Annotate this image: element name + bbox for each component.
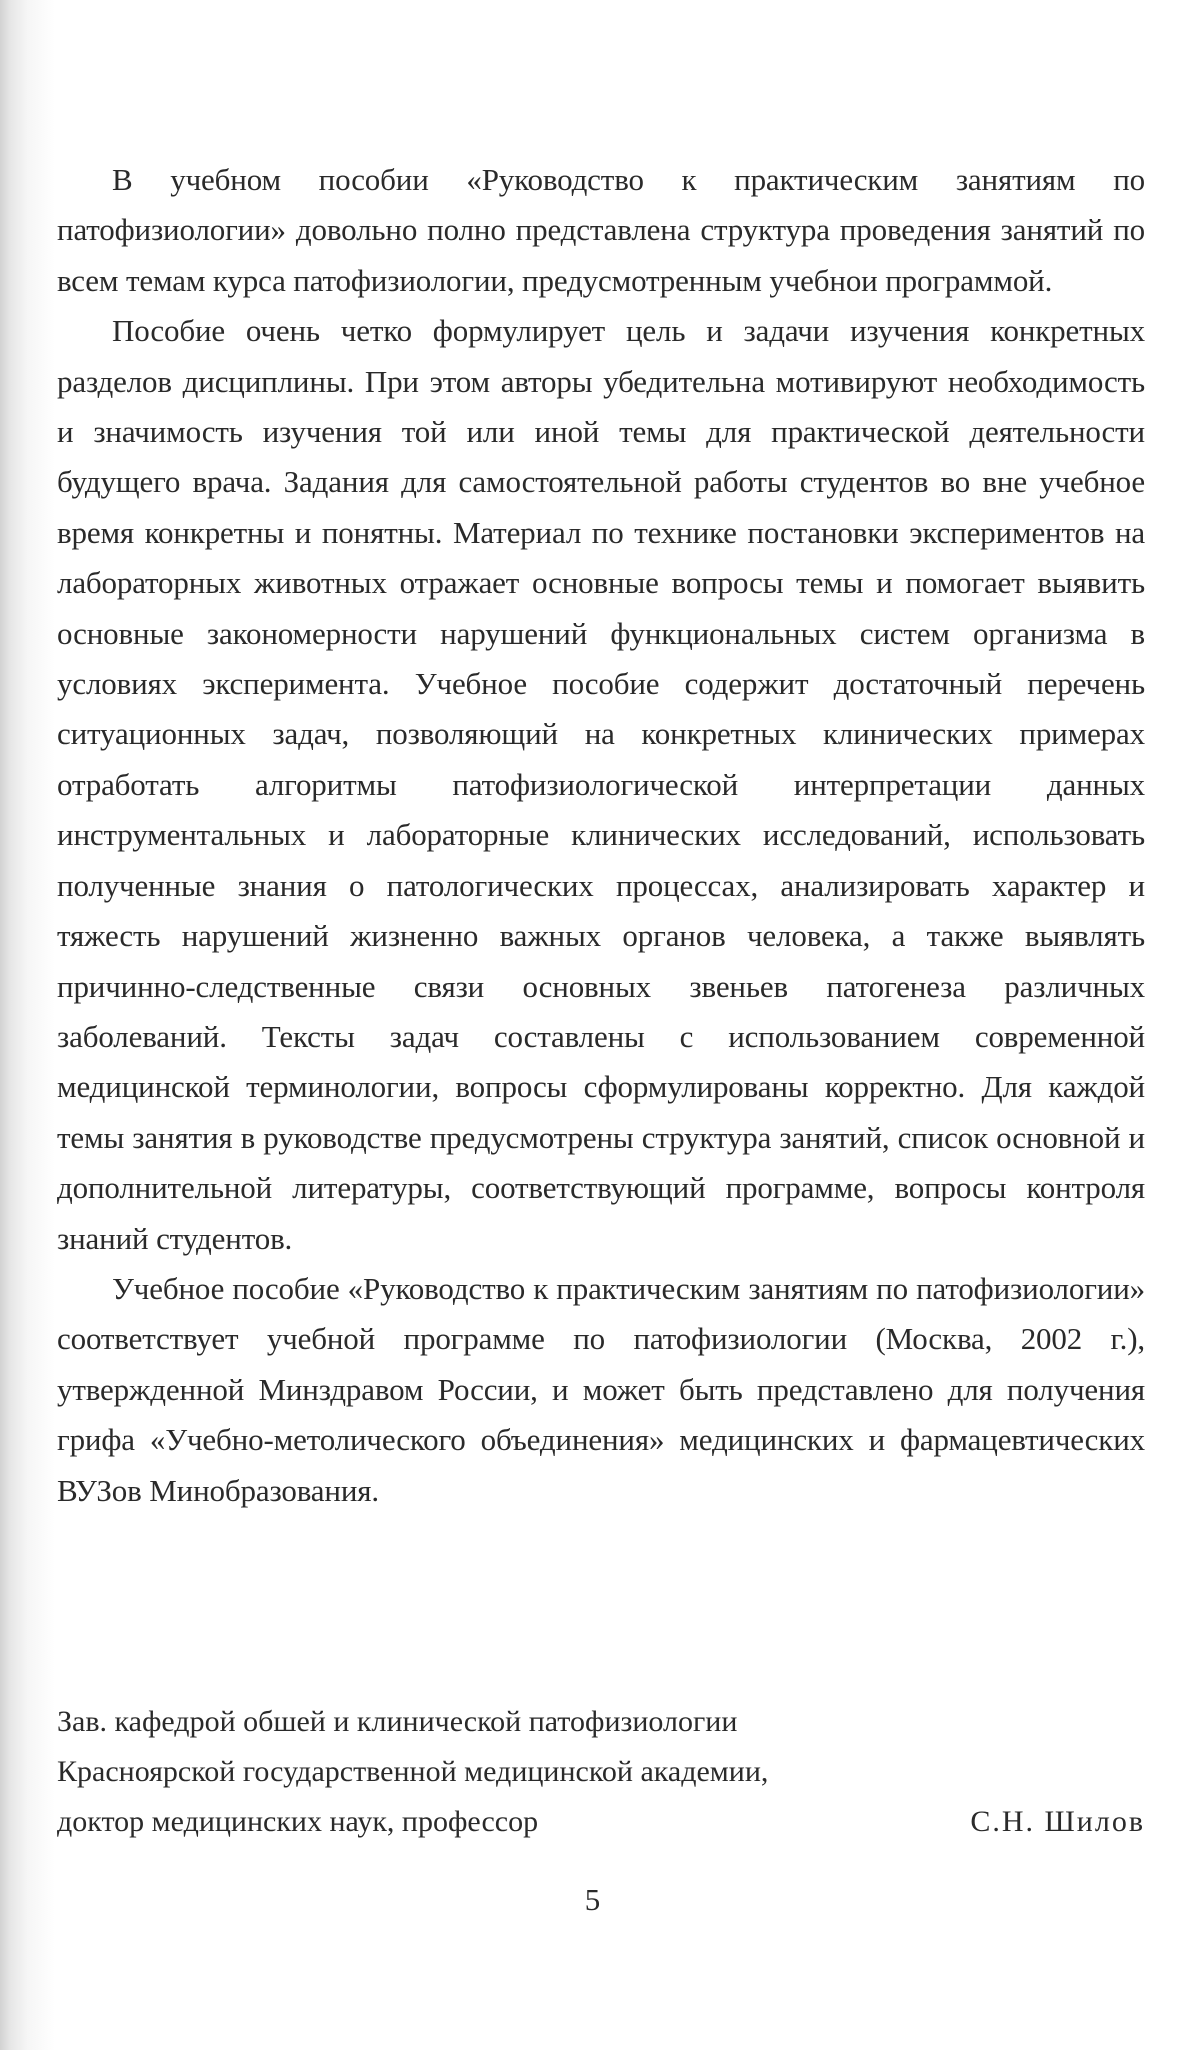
signature-row [57, 1797, 1145, 1847]
paragraph-1: В учебном пособии «Руководство к практическим занятиям по патофизиологии» довольно полно представлена структура проведения занятий по всем темам курса патофизиологии, предусмотренным учебнои программой. [57, 162, 1145, 298]
page-number: 5 [584, 1882, 601, 1917]
paragraph-2: Пособие очень четко формулирует цель и задачи изучения конкретных разделов дисциплины. При этом авторы убедительна мотивируют необходимость и значимость изучения той или иной темы для практической деятельности будущего врача. Задания для самостоятельной работы студентов во вне учебное время конкретны и понятны. Материал по технике постановки экспериментов на лабораторных животных отражает основные вопросы темы и помогает выявить основные закономерности нарушений функциональных систем организма в условиях эксперимента. Учебное пособие содержит достаточный перечень ситуационных задач, позволяющий на конкретных клинических примерах отработать алгоритмы патофизиологической интерпретации данных инструментальных и лабораторные клинических исследований, использовать полученные знания о патологических процессах, анализировать характер и тяжесть нарушений жизненно важных органов человека, а также выявлять причинно-следственные связи основных звеньев патогенеза различных заболеваний. Тексты задач составлены с использованием современной медицинской терминологии, вопросы сформулированы корректно. Для каждой темы занятия в руководстве предусмотрены структура занятий, список основной и дополнительной литературы, соответствующий программе, вопросы контроля знаний студентов. [57, 313, 1145, 1256]
signature-degree-line: доктор медицинских наук, профессор [57, 1805, 539, 1838]
signature-institution-line: Красноярской государственной медицинской академии, [57, 1755, 769, 1788]
paragraph-3: Учебное пособие «Руководство к практическим занятиям по патофизиологии» соответствует учебной программе по патофизиологии (Москва, 2002 г.), утвержденной Минздравом России, и может быть представлено для получения грифа «Учебно-метолического объединения» медицинских и фармацевтических ВУЗов Минобразования. [57, 1270, 1145, 1508]
review-body [57, 155, 1145, 1516]
signature-position-line: Зав. кафедрой обшей и клинической патофизиологии [57, 1705, 738, 1738]
signature-block [57, 1697, 1145, 1847]
signature-name: С.Н. Шилов [970, 1805, 1145, 1838]
